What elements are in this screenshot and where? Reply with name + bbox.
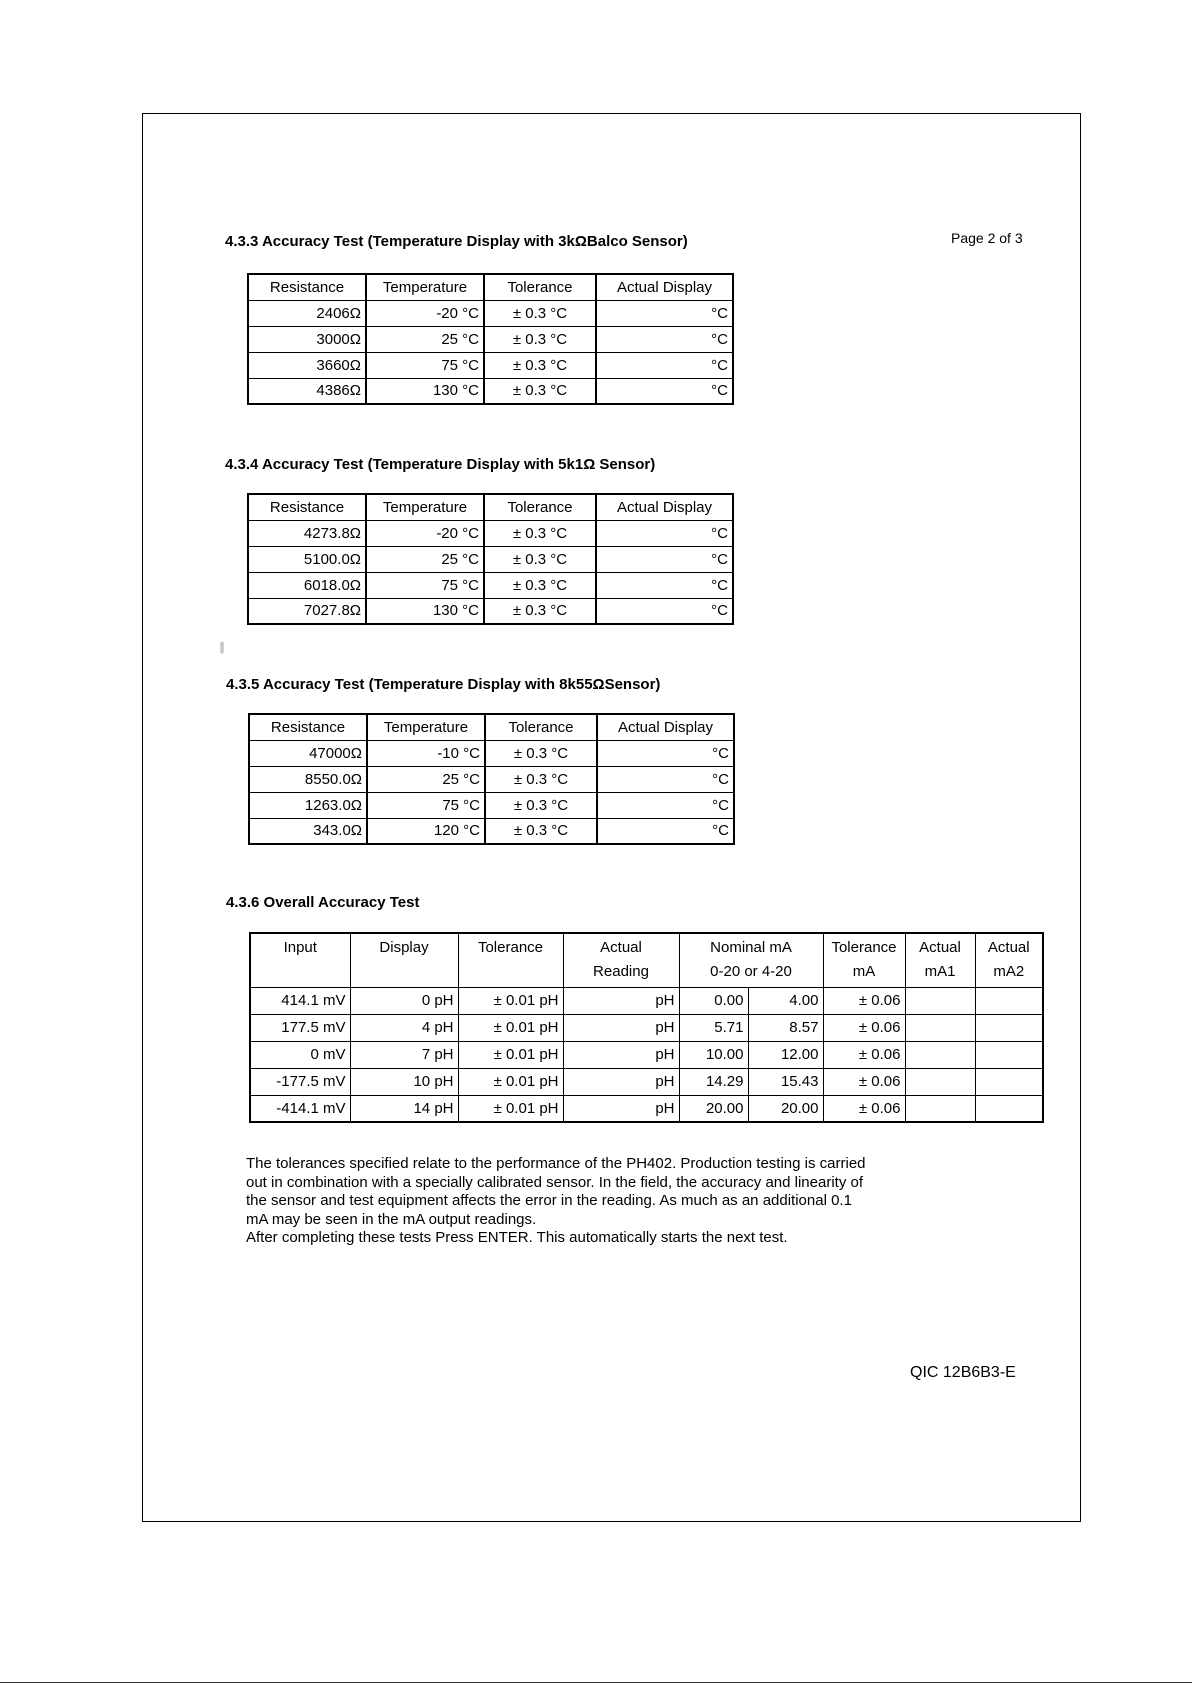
actual-ma2-cell[interactable] — [975, 987, 1043, 1014]
section-title-4-3-3: 4.3.3 Accuracy Test (Temperature Display with 3kΩBalco Sensor) — [225, 233, 688, 250]
actual-ma1-cell[interactable] — [905, 987, 975, 1014]
table-row — [250, 1041, 1043, 1068]
header-line: Actual — [919, 939, 961, 956]
tolerance-ma-cell: ± 0.06 — [823, 1068, 905, 1095]
header-line: mA — [852, 963, 876, 980]
col-header: Tolerance — [485, 714, 597, 740]
col-header-input: Input — [250, 933, 350, 987]
table-row — [250, 1014, 1043, 1041]
actual-reading-cell[interactable]: pH — [563, 1068, 679, 1095]
actual-display-cell[interactable]: °C — [596, 300, 733, 326]
tolerance-cell: ± 0.3 °C — [484, 520, 596, 546]
tolerance-ma-cell: ± 0.06 — [823, 1095, 905, 1122]
tolerance-cell: ± 0.3 °C — [484, 378, 596, 404]
col-header: Temperature — [367, 714, 485, 740]
header-line: mA2 — [993, 963, 1025, 980]
temperature-cell: 25 °C — [367, 766, 485, 792]
actual-display-cell[interactable]: °C — [597, 766, 734, 792]
nominal-4-20-cell: 4.00 — [748, 987, 823, 1014]
table-4-3-4 — [247, 493, 734, 625]
actual-ma1-cell[interactable] — [905, 1041, 975, 1068]
tolerance-cell: ± 0.3 °C — [484, 572, 596, 598]
tolerance-cell: ± 0.3 °C — [485, 792, 597, 818]
actual-display-cell[interactable]: °C — [596, 598, 733, 624]
resistance-cell: 47000Ω — [249, 740, 367, 766]
table-row — [248, 378, 733, 404]
bottom-rule — [0, 1682, 1192, 1683]
input-cell: 414.1 mV — [250, 987, 350, 1014]
tolerance-cell: ± 0.3 °C — [484, 300, 596, 326]
tolerance-cell: ± 0.3 °C — [485, 766, 597, 792]
resistance-cell: 3660Ω — [248, 352, 366, 378]
resistance-cell: 8550.0Ω — [249, 766, 367, 792]
section-title-4-3-6: 4.3.6 Overall Accuracy Test — [226, 894, 420, 911]
col-header: Tolerance — [484, 274, 596, 300]
display-cell: 4 pH — [350, 1014, 458, 1041]
tolerance-cell: ± 0.01 pH — [458, 1014, 563, 1041]
tolerance-cell: ± 0.3 °C — [484, 546, 596, 572]
table-row — [248, 300, 733, 326]
nominal-4-20-cell: 15.43 — [748, 1068, 823, 1095]
table-row — [249, 740, 734, 766]
tolerance-ma-cell: ± 0.06 — [823, 1041, 905, 1068]
tolerance-cell: ± 0.01 pH — [458, 987, 563, 1014]
table-row — [249, 792, 734, 818]
input-cell: -177.5 mV — [250, 1068, 350, 1095]
nominal-0-20-cell: 10.00 — [679, 1041, 748, 1068]
actual-display-cell[interactable]: °C — [597, 740, 734, 766]
table-row — [249, 766, 734, 792]
table-row — [249, 818, 734, 844]
nominal-4-20-cell: 8.57 — [748, 1014, 823, 1041]
document-code: QIC 12B6B3-E — [910, 1364, 1016, 1381]
temperature-cell: 75 °C — [366, 572, 484, 598]
nominal-0-20-cell: 14.29 — [679, 1068, 748, 1095]
col-header: Tolerance — [484, 494, 596, 520]
nominal-4-20-cell: 12.00 — [748, 1041, 823, 1068]
actual-ma2-cell[interactable] — [975, 1095, 1043, 1122]
display-cell: 7 pH — [350, 1041, 458, 1068]
stray-mark: ∥ — [219, 640, 225, 654]
header-line: Actual — [987, 939, 1030, 956]
table-row — [248, 546, 733, 572]
actual-display-cell[interactable]: °C — [596, 352, 733, 378]
table-row — [250, 1095, 1043, 1122]
col-header: Temperature — [366, 274, 484, 300]
actual-display-cell[interactable]: °C — [596, 572, 733, 598]
temperature-cell: 75 °C — [367, 792, 485, 818]
display-cell: 0 pH — [350, 987, 458, 1014]
notes-paragraph — [246, 1155, 946, 1248]
table-row — [248, 326, 733, 352]
temperature-cell: 120 °C — [367, 818, 485, 844]
tolerance-cell: ± 0.01 pH — [458, 1095, 563, 1122]
tolerance-ma-cell: ± 0.06 — [823, 987, 905, 1014]
col-header-actual-ma1 — [905, 933, 975, 987]
actual-display-cell[interactable]: °C — [596, 326, 733, 352]
col-header: Resistance — [249, 714, 367, 740]
col-header-tolerance-ma — [823, 933, 905, 987]
input-cell: -414.1 mV — [250, 1095, 350, 1122]
col-header: Actual Display — [596, 274, 733, 300]
resistance-cell: 2406Ω — [248, 300, 366, 326]
col-header: Resistance — [248, 494, 366, 520]
header-line: Nominal mA — [710, 939, 792, 956]
col-header-actual-ma2 — [975, 933, 1043, 987]
display-cell: 14 pH — [350, 1095, 458, 1122]
temperature-cell: -20 °C — [366, 520, 484, 546]
tolerance-cell: ± 0.3 °C — [484, 598, 596, 624]
table-4-3-3 — [247, 273, 734, 405]
resistance-cell: 7027.8Ω — [248, 598, 366, 624]
temperature-cell: 130 °C — [366, 598, 484, 624]
temperature-cell: 130 °C — [366, 378, 484, 404]
tolerance-cell: ± 0.01 pH — [458, 1041, 563, 1068]
section-title-4-3-5: 4.3.5 Accuracy Test (Temperature Display with 8k55ΩSensor) — [226, 676, 661, 693]
section-title-4-3-4: 4.3.4 Accuracy Test (Temperature Display with 5k1Ω Sensor) — [225, 456, 656, 473]
resistance-cell: 1263.0Ω — [249, 792, 367, 818]
table-row — [248, 572, 733, 598]
actual-ma1-cell[interactable] — [905, 1014, 975, 1041]
table-row — [248, 598, 733, 624]
actual-ma2-cell[interactable] — [975, 1068, 1043, 1095]
col-header-tolerance: Tolerance — [458, 933, 563, 987]
actual-display-cell[interactable]: °C — [596, 520, 733, 546]
table-header-row — [248, 274, 733, 300]
actual-ma1-cell[interactable] — [905, 1068, 975, 1095]
tolerance-cell: ± 0.3 °C — [484, 326, 596, 352]
table-row — [248, 520, 733, 546]
tolerance-cell: ± 0.01 pH — [458, 1068, 563, 1095]
actual-ma2-cell[interactable] — [975, 1041, 1043, 1068]
paragraph-line: The tolerances specified relate to the performance of the PH402. Production testing is carried — [246, 1155, 866, 1172]
actual-display-cell[interactable]: °C — [597, 818, 734, 844]
tolerance-cell: ± 0.3 °C — [484, 352, 596, 378]
input-cell: 177.5 mV — [250, 1014, 350, 1041]
col-header: Actual Display — [596, 494, 733, 520]
col-header: Temperature — [366, 494, 484, 520]
nominal-4-20-cell: 20.00 — [748, 1095, 823, 1122]
table-row — [250, 1068, 1043, 1095]
temperature-cell: 25 °C — [366, 546, 484, 572]
nominal-0-20-cell: 20.00 — [679, 1095, 748, 1122]
header-line: 0-20 or 4-20 — [710, 963, 792, 980]
display-cell: 10 pH — [350, 1068, 458, 1095]
header-line: Actual — [600, 939, 642, 956]
temperature-cell: -20 °C — [366, 300, 484, 326]
tolerance-cell: ± 0.3 °C — [485, 818, 597, 844]
resistance-cell: 4273.8Ω — [248, 520, 366, 546]
tolerance-ma-cell: ± 0.06 — [823, 1014, 905, 1041]
table-row — [250, 987, 1043, 1014]
resistance-cell: 3000Ω — [248, 326, 366, 352]
actual-display-cell[interactable]: °C — [596, 546, 733, 572]
actual-display-cell[interactable]: °C — [596, 378, 733, 404]
temperature-cell: -10 °C — [367, 740, 485, 766]
resistance-cell: 5100.0Ω — [248, 546, 366, 572]
temperature-cell: 25 °C — [366, 326, 484, 352]
actual-display-cell[interactable]: °C — [597, 792, 734, 818]
paragraph-line: the sensor and test equipment affects the error in the reading. As much as an additional 0.1 — [246, 1192, 852, 1209]
table-header-row — [250, 933, 1043, 987]
paragraph-line: mA may be seen in the mA output readings. — [246, 1210, 537, 1228]
resistance-cell: 343.0Ω — [249, 818, 367, 844]
header-line: Reading — [593, 963, 649, 980]
table-4-3-5 — [248, 713, 735, 845]
actual-reading-cell[interactable]: pH — [563, 1014, 679, 1041]
actual-reading-cell[interactable]: pH — [563, 1041, 679, 1068]
input-cell: 0 mV — [250, 1041, 350, 1068]
temperature-cell: 75 °C — [366, 352, 484, 378]
col-header: Actual Display — [597, 714, 734, 740]
actual-ma1-cell[interactable] — [905, 1095, 975, 1122]
table-header-row — [248, 494, 733, 520]
nominal-0-20-cell: 5.71 — [679, 1014, 748, 1041]
col-header-nominal-ma — [679, 933, 823, 987]
col-header-actual-reading — [563, 933, 679, 987]
tolerance-cell: ± 0.3 °C — [485, 740, 597, 766]
nominal-0-20-cell: 0.00 — [679, 987, 748, 1014]
col-header-display: Display — [350, 933, 458, 987]
paragraph-line: After completing these tests Press ENTER. This automatically starts the next test. — [246, 1229, 788, 1246]
col-header: Resistance — [248, 274, 366, 300]
table-header-row — [249, 714, 734, 740]
header-line: mA1 — [924, 963, 956, 980]
table-4-3-6 — [249, 932, 1044, 1123]
paragraph-line: out in combination with a specially calibrated sensor. In the field, the accuracy and linearity of — [246, 1173, 864, 1191]
actual-reading-cell[interactable]: pH — [563, 987, 679, 1014]
page-number: Page 2 of 3 — [951, 230, 1023, 246]
actual-reading-cell[interactable]: pH — [563, 1095, 679, 1122]
actual-ma2-cell[interactable] — [975, 1014, 1043, 1041]
table-row — [248, 352, 733, 378]
resistance-cell: 6018.0Ω — [248, 572, 366, 598]
header-line: Tolerance — [831, 939, 897, 956]
resistance-cell: 4386Ω — [248, 378, 366, 404]
